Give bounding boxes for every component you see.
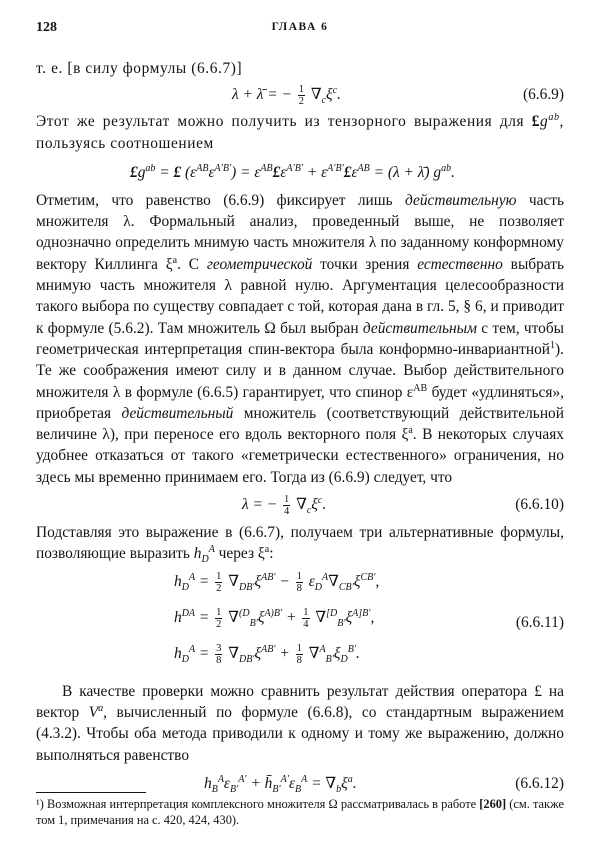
equation-formula: λ + λ̄ = − $\frac{1}{2}$ $\nabla_c\xi^c$. [232,84,341,108]
paragraph: Этот же результат можно получить из тензорного выражения для $£g^{ab}$, пользуясь соотношением [36,112,564,152]
equation-number: (6.6.12) [515,774,564,792]
equation-6-6-11 [36,565,564,681]
equation-6-6-10 [36,488,564,522]
equation-number: (6.6.10) [515,496,564,514]
equation-number: (6.6.11) [515,613,564,631]
footnote-divider [36,792,146,793]
equation-6-6-9 [36,79,564,111]
equation-formula: $h_B^A\varepsilon_{B'}^{A'}$ + $h̄_{B'}^{A'}\varepsilon_B^A = \nabla_b\xi^a$. [204,773,357,795]
equation-formula: $h^{DA}$ = $\frac{1}{2}$ $\nabla^{(D}_{B'}\xi^{A)B'}$ + $\frac{1}{4}$ $\nabla^{[D}_{B'}\xi^{A]B'}$, [174,606,375,630]
page-body [36,58,564,800]
paragraph: Подставляя это выражение в (6.6.7), получаем три альтернативные формулы, позволяющие выразить $h_D^A$ через $\xi^a$: [36,524,564,566]
footnote: ¹) Возможная интерпретация комплексного множителя Ω рассматривалась в работе [260] (см. также том 1, примечания на с. 420, 424, 430). [36,797,564,827]
equation-formula: $h_D^A$ = $\frac{3}{8}$ $\nabla_{DB'}\xi^{AB'}$ + $\frac{1}{8}$ $\nabla^A_{B'}\xi_D^{B'}$. [174,642,360,666]
equation-formula: $h_D^A$ = $\frac{1}{2}$ $\nabla_{DB'}\xi^{AB'}$ − $\frac{1}{8}$ $\varepsilon_D^A\nabla_{CB'}\xi^{CB'}$, [174,570,380,594]
page-number: 128 [36,20,57,35]
equation-6-6-12 [36,766,564,800]
chapter-title: ГЛАВА 6 [271,21,329,33]
equation-formula: $£g^{ab}$ = £ $(\varepsilon^{AB}\varepsilon^{A'B'})$ = $\varepsilon^{AB}£\varepsilon^{A'B'}$ + $\varepsilon^{A'B'}£\varepsilon^{AB} = (\lambda$ + λ̄) $g^{ab}$. [130,162,455,181]
equation-number: (6.6.9) [522,86,564,104]
paragraph: В качестве проверки можно сравнить результат действия оператора £ на вектор $V^a$, вычисленный по формуле (6.6.8), со стандартным выражением (4.3.2). Чтобы оба метода приводили к одному и тому же выражению, должно выполняться равенство [36,682,564,764]
equation-formula: λ = − $\frac{1}{4}$ $\nabla_c\xi^c$. [242,494,327,518]
running-header [36,20,564,40]
paragraph: Отметим, что равенство (6.6.9) фиксирует лишь действительную часть множителя λ. Формальный анализ, проведенный выше, не позволяет однозначно определить мнимую часть множителя λ по заданному конформному вектору Киллинга $\xi^a$. С геометрической точки зрения естественно выбрать мнимую часть множителя λ равной нулю. Аргументация целесообразности такого выбора по существу совпадает с той, которая дана в гл. 5, § 6, и приводит к формуле (5.6.2). Там множитель Ω был выбран действительным с тем, чтобы геометрическая интерпретация спин-вектора была конформно-инвариантной$^1$). Те же соображения имеют силу и в данном случае. Выбор действительного множителя λ в формуле (6.6.5) гарантирует, что спинор $\varepsilon^{AB}$ будет «удлиняться», приобретая действительный множитель (соответствующий действительной величине λ), при переносе его вдоль векторного поля $\xi^a$. В некоторых случаях удобнее отказаться от такого «геметрически естественного» ограничения, но здесь мы временно принимаем его. Тогда из (6.6.9) следует, что [36,191,564,486]
intro-line: т. е. [в силу формулы (6.6.7)] [36,60,243,77]
equation-lie-metric [36,154,564,190]
